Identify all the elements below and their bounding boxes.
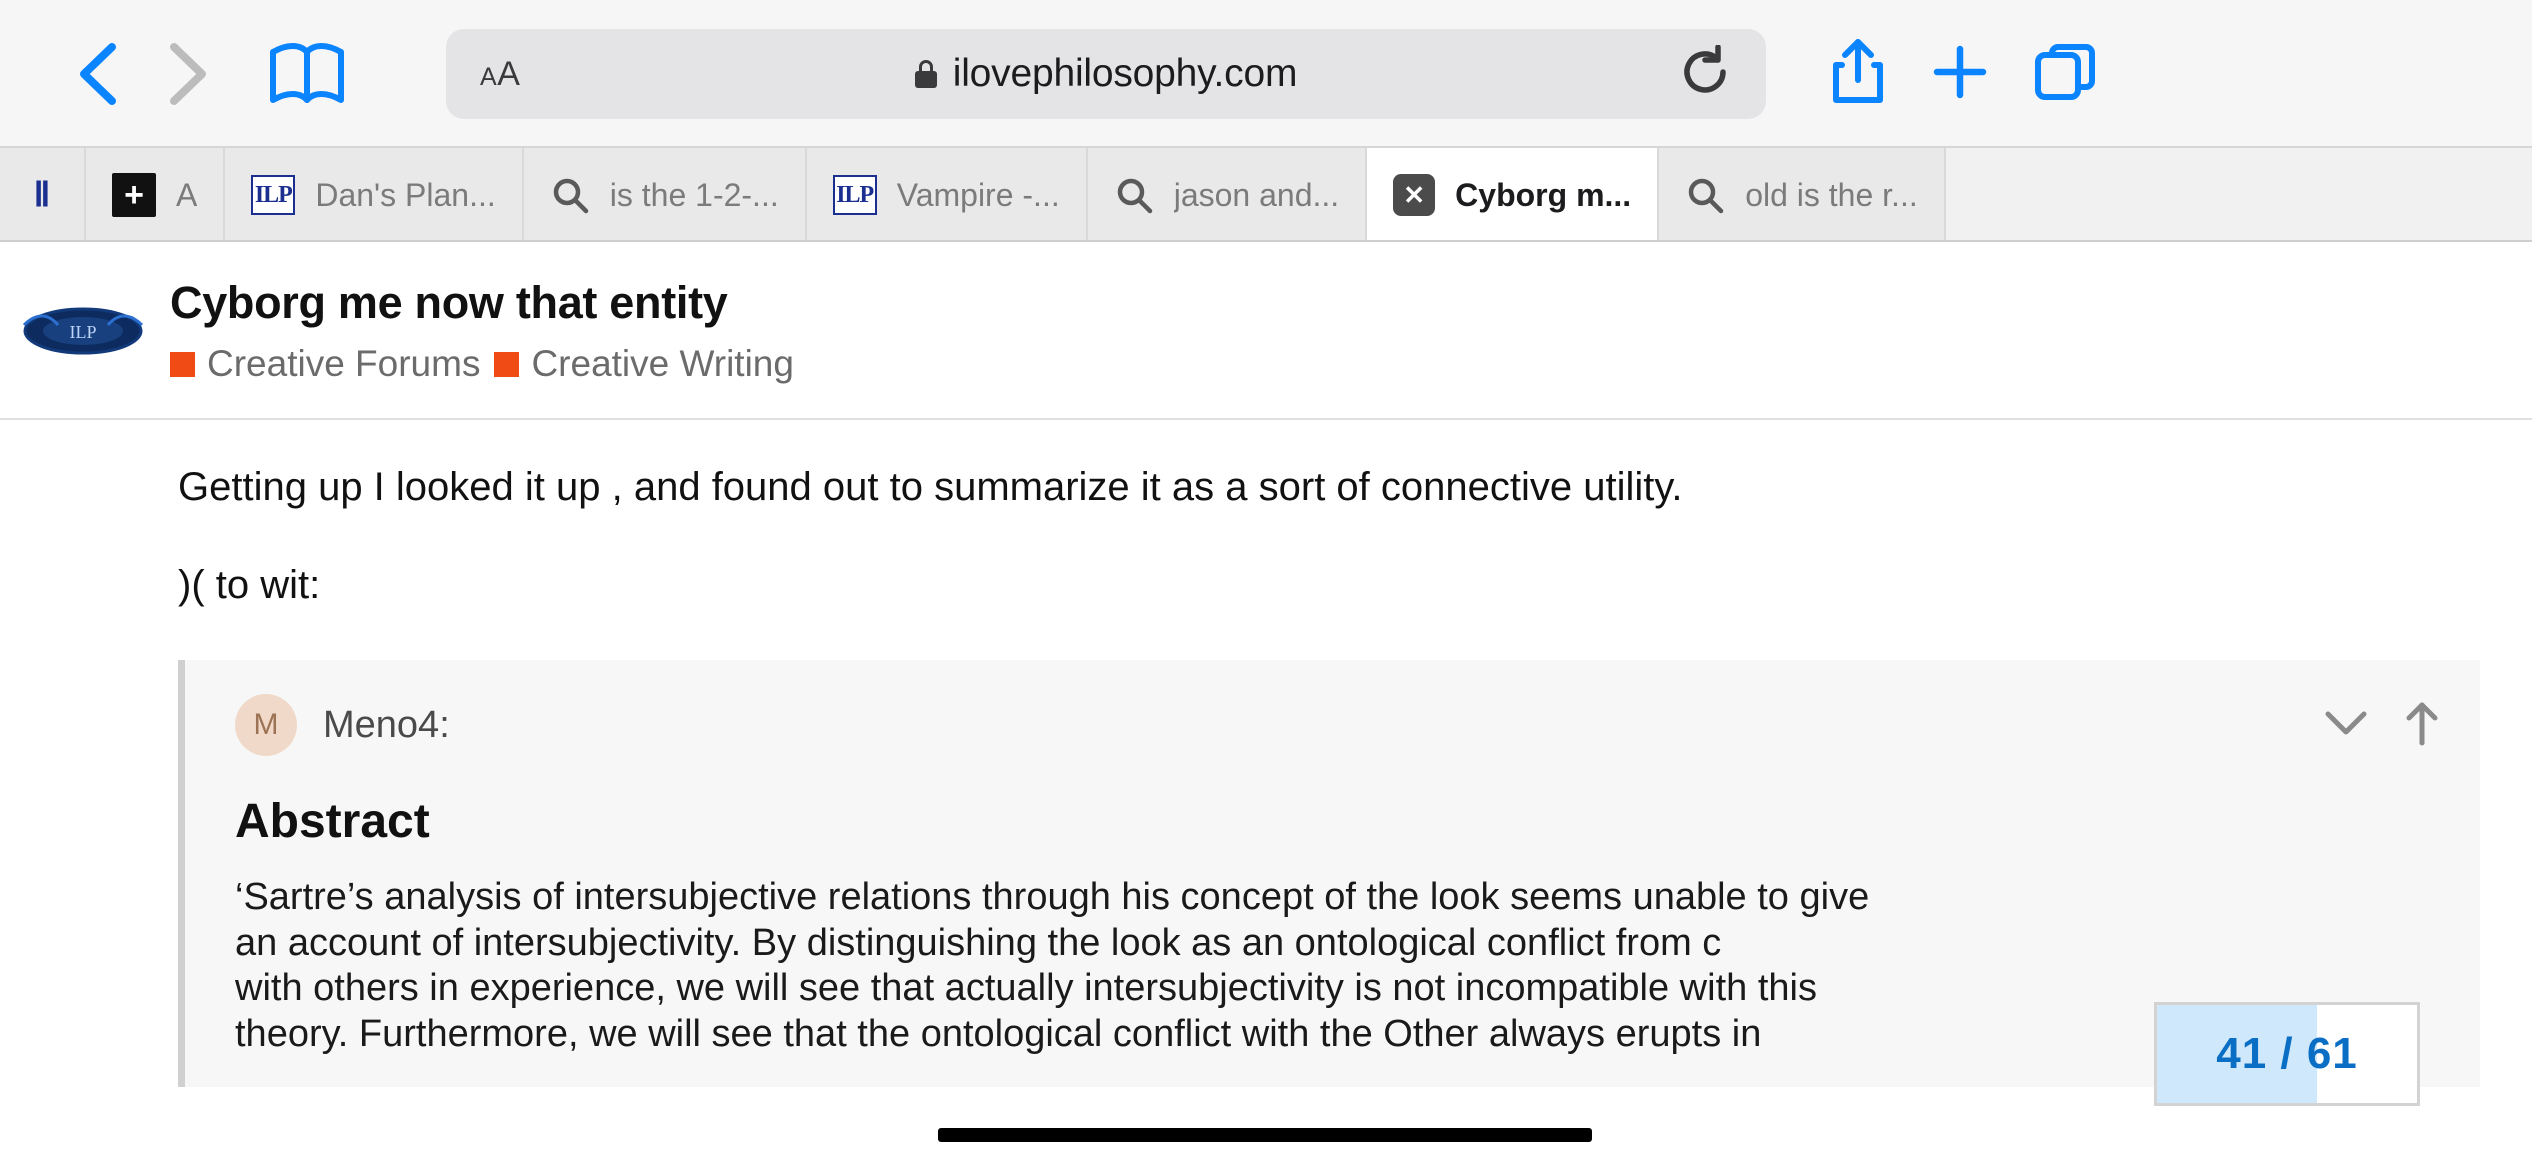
close-icon[interactable]: ✕: [1393, 174, 1435, 216]
page-title: Cyborg me now that entity: [170, 277, 728, 328]
plus-icon[interactable]: [1930, 42, 1990, 107]
quote-body-line: theory. Furthermore, we will see that the ontological conflict with the Other always erupts in: [235, 1012, 1762, 1055]
quote-actions: [2322, 699, 2440, 752]
text-size-button[interactable]: AA: [480, 54, 521, 93]
tab-item[interactable]: [1088, 148, 1367, 242]
tab-label: old is the r...: [1745, 176, 1918, 213]
toolbar-actions: [1830, 38, 2096, 111]
tab-label: Vampire -...: [896, 176, 1060, 213]
tab-label: is the 1-2-...: [609, 176, 779, 213]
tab-label: A: [176, 176, 198, 213]
share-icon[interactable]: [1830, 38, 1886, 111]
avatar[interactable]: M: [235, 694, 297, 756]
breadcrumb-item[interactable]: [170, 343, 480, 385]
paragraph: Getting up I looked it up , and found out to summarize it as a sort of connective utility.: [178, 465, 1683, 509]
quote-body-line: ‘Sartre’s analysis of intersubjective relations through his concept of the look seems unable to give: [235, 876, 1870, 918]
site-header: [0, 242, 2532, 420]
text-selection-marker: [938, 1128, 1592, 1142]
ilp-icon: ILP: [251, 175, 295, 215]
square-marker-icon: [170, 352, 195, 377]
paragraph: )( to wit:: [178, 563, 321, 607]
tab-item[interactable]: [225, 148, 523, 242]
plus-square-icon: +: [112, 173, 156, 217]
quote-author[interactable]: Meno4:: [323, 703, 450, 746]
tab-item[interactable]: [807, 148, 1088, 242]
post-content: [0, 420, 2532, 1170]
breadcrumb-item[interactable]: [494, 343, 794, 385]
ilovephilosophy-logo[interactable]: [22, 295, 144, 367]
square-marker-icon: [494, 352, 519, 377]
page-indicator: [2154, 1002, 2420, 1106]
breadcrumb-label: Creative Writing: [531, 343, 794, 384]
address-bar[interactable]: [446, 29, 1766, 119]
quote-body-line: an account of intersubjectivity. By distinguishing the look as an ontological conflict from c: [235, 921, 1722, 964]
search-icon: [1114, 175, 1154, 215]
quote-body-line: with others in experience, we will see that actually intersubjectivity is not incompatible with this: [235, 967, 1817, 1010]
lock-icon: [915, 60, 937, 88]
tab-item[interactable]: [0, 148, 86, 242]
chevron-down-icon[interactable]: [2322, 706, 2370, 745]
browser-toolbar: [0, 0, 2532, 148]
breadcrumb: [170, 343, 794, 385]
blockquote: [178, 660, 2480, 1087]
tab-item[interactable]: [1659, 148, 1946, 242]
tab-label: Dan's Plan...: [315, 176, 496, 213]
url-text: ilovephilosophy.com: [952, 52, 1298, 95]
breadcrumb-label: Creative Forums: [207, 343, 481, 384]
arrow-up-icon[interactable]: [2404, 699, 2440, 752]
search-icon: [550, 175, 590, 215]
page-indicator-text: 41 / 61: [2216, 1029, 2358, 1078]
header-text-block: [170, 277, 794, 385]
ilp-bar-icon: Ⅱ: [33, 177, 51, 214]
tab-strip[interactable]: [0, 148, 2532, 242]
quote-header: [235, 694, 2440, 756]
svg-text:ILP: ILP: [69, 322, 97, 342]
ilp-icon: ILP: [833, 175, 877, 215]
tab-item[interactable]: [524, 148, 807, 242]
reload-icon[interactable]: [1678, 45, 1732, 104]
back-chevron-icon[interactable]: [56, 31, 142, 117]
quote-heading: Abstract: [235, 795, 430, 848]
search-icon: [1685, 175, 1725, 215]
tab-item-active[interactable]: [1367, 148, 1659, 242]
tab-item[interactable]: [86, 148, 225, 242]
tab-label: jason and...: [1173, 176, 1340, 213]
book-icon[interactable]: [264, 31, 350, 117]
tabs-icon[interactable]: [2034, 43, 2096, 106]
address-bar-content: [446, 52, 1766, 96]
tab-label: Cyborg m...: [1455, 176, 1632, 213]
quote-body: [235, 875, 2440, 1057]
forward-chevron-icon: [142, 31, 228, 117]
